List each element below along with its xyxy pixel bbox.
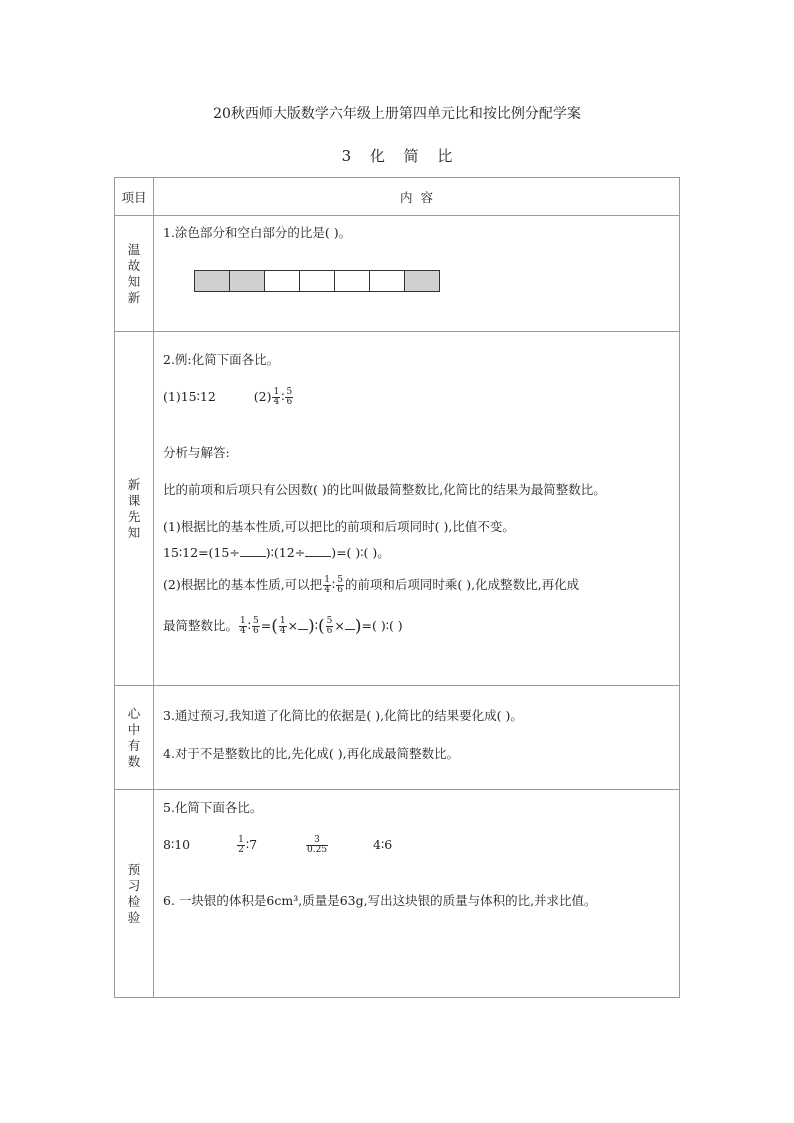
review-label: 温故知新 [127, 241, 141, 305]
answer-blank[interactable] [240, 546, 266, 557]
section-label-review [115, 216, 154, 332]
times-sign: × [287, 618, 299, 633]
section-heart [115, 686, 680, 790]
shaded-box [194, 270, 230, 292]
section-label-check [115, 790, 154, 998]
section-label-heart [115, 686, 154, 790]
header-item-label: 项目 [121, 189, 147, 205]
part-1-equation [163, 543, 390, 561]
example-2-prefix: (2) [253, 389, 272, 404]
worksheet-table [114, 177, 680, 998]
shaded-box [404, 270, 440, 292]
header-row [115, 178, 680, 216]
item-4-6: 4∶6 [373, 837, 393, 852]
fraction-5-6: $\frac{5}{6}$ [253, 616, 259, 636]
part-3-a: 最简整数比。 [163, 618, 239, 633]
part-3-end: =( )∶( ) [361, 618, 403, 633]
blank-box [369, 270, 405, 292]
example-1: (1)15∶12 [163, 389, 216, 404]
equation-part-c: )=( )∶( )。 [331, 545, 390, 560]
heart-content [154, 686, 680, 790]
question-1: 1.涂色部分和空白部分的比是( )。 [163, 225, 352, 240]
fraction-1-4: $\frac{1}{4}$ [279, 616, 286, 636]
question-5: 5.化简下面各比。 [163, 800, 263, 815]
part-2-equation: 最简整数比。 $\frac{1}{4}$ ∶ $\frac{5}{6}$ =( $\frac{1}{4}$ × )∶( $\frac{5}{6}$ × )=( )∶( ) [163, 616, 403, 637]
part-2-a: (2)根据比的基本性质,可以把 [163, 577, 323, 592]
answer-blank[interactable] [305, 546, 331, 557]
fraction-1-2: $\frac{1}{2}$ [238, 835, 244, 855]
answer-blank[interactable] [345, 619, 355, 630]
example-line [163, 388, 294, 407]
analysis-heading: 分析与解答: [163, 445, 230, 460]
fraction-3-0.25: $\frac{3}{0.25}$ [307, 835, 328, 855]
ratio-boxes [195, 270, 440, 292]
fraction-1-4: $\frac{1}{4}$ [324, 575, 330, 595]
fraction-5-6: $\frac{5}{6}$ [326, 616, 333, 636]
item-half-7-tail: ∶7 [245, 837, 258, 852]
fraction-5-6: $\frac{5}{6}$ [337, 575, 343, 595]
section-check [115, 790, 680, 998]
question-5-items [163, 836, 392, 855]
part-2-b: 的前项和后项同时乘( ),化成整数比,再化成 [344, 577, 580, 592]
lesson-subtitle: 3 化 简 比 [341, 147, 453, 165]
blank-box [334, 270, 370, 292]
equation-part-b: )∶(12÷ [265, 545, 306, 560]
section-new [115, 332, 680, 686]
question-2: 2.例:化简下面各比。 [163, 352, 280, 367]
colon: ∶ [314, 618, 318, 633]
equation-part-a: 15∶12=(15÷ [163, 545, 240, 560]
part-2-text [163, 575, 579, 595]
question-3: 3.通过预习,我知道了化简比的依据是( ),化简比的结果要化成( )。 [163, 708, 523, 723]
section-label-new [115, 332, 154, 686]
document-title: 20秋西师大版数学六年级上册第四单元比和按比例分配学案 [213, 106, 581, 122]
times-sign: × [334, 618, 345, 633]
fraction-5-6: $\frac{5}{6}$ [286, 387, 293, 407]
colon: ∶ [247, 618, 252, 633]
question-6: 6. 一块银的体积是6cm³,质量是63g,写出这块银的质量与体积的比,并求比值。 [163, 893, 597, 908]
colon: ∶ [281, 389, 285, 404]
blank-box [299, 270, 335, 292]
heart-label: 心中有数 [127, 705, 141, 769]
blank-box [264, 270, 300, 292]
fraction-1-4: $\frac{1}{4}$ [273, 387, 280, 407]
item-8-10: 8∶10 [163, 837, 191, 852]
check-content [154, 790, 680, 998]
review-content [154, 216, 680, 332]
simplest-ratio-rule: 比的前项和后项只有公因数( )的比叫做最简整数比,化简比的结果为最简整数比。 [163, 482, 606, 497]
header-item [115, 178, 154, 216]
equals-sign: = [260, 618, 272, 633]
new-label: 新课先知 [127, 476, 141, 540]
colon: ∶ [331, 577, 336, 592]
answer-blank[interactable] [298, 619, 308, 630]
section-review [115, 216, 680, 332]
shaded-box [229, 270, 265, 292]
header-content-label: 内 容 [400, 189, 433, 205]
question-4: 4.对于不是整数比的比,先化成( ),再化成最简整数比。 [163, 746, 460, 761]
check-label: 预习检验 [127, 861, 141, 925]
header-content [154, 178, 680, 216]
new-content [154, 332, 680, 686]
fraction-1-4: $\frac{1}{4}$ [240, 616, 246, 636]
part-1-text: (1)根据比的基本性质,可以把比的前项和后项同时( ),比值不变。 [163, 519, 515, 534]
